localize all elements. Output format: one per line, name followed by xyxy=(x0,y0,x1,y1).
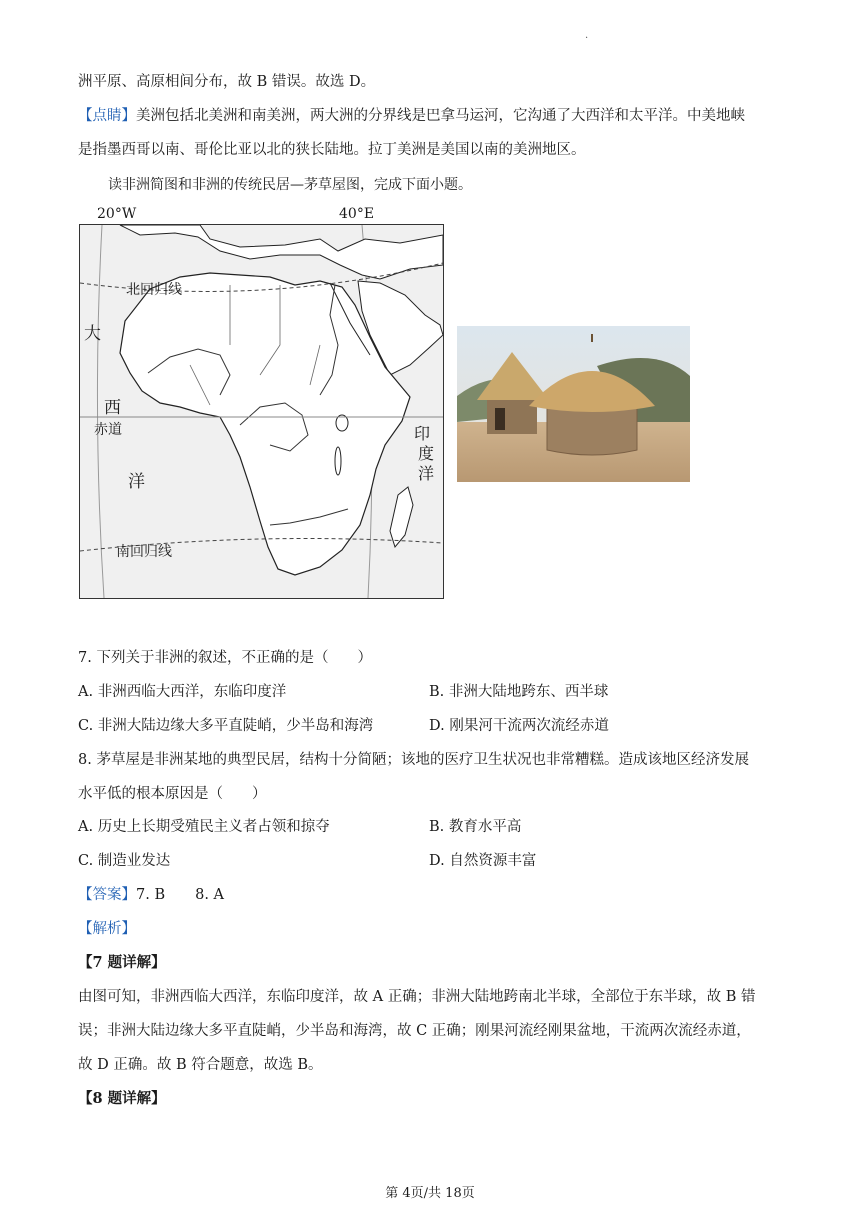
header-dot: . xyxy=(585,30,589,41)
paragraph-1: 洲平原、高原相间分布，故 B 错误。故选 D。 xyxy=(78,74,376,90)
q7-option-d: D. 刚果河干流两次流经赤道 xyxy=(429,718,609,734)
analysis-tag: 【解析】 xyxy=(78,921,136,937)
q7-option-b: B. 非洲大陆地跨东、西半球 xyxy=(429,684,609,700)
atlantic-char-3: 洋 xyxy=(128,472,145,492)
dianjing-tag: 【点睛】 xyxy=(78,108,136,124)
q8-option-c: C. 制造业发达 xyxy=(78,853,171,869)
answer-8: 8. A xyxy=(195,887,225,903)
equator-label: 赤道 xyxy=(94,422,122,438)
answer-line xyxy=(78,885,224,905)
tropic-north-label: 北回归线 xyxy=(126,282,182,298)
detail-8-title: 【8 题详解】 xyxy=(78,1090,166,1107)
intro-text: 读非洲简图和非洲的传统民居—茅草屋图，完成下面小题。 xyxy=(108,177,472,193)
detail-7-line-1: 由图可知，非洲西临大西洋，东临印度洋，故 A 正确；非洲大陆地跨南北半球，全部位于东半球，故 B 错 xyxy=(78,989,756,1005)
indian-char-1: 印 xyxy=(414,424,431,443)
paragraph-dianjing xyxy=(78,106,745,126)
q8-stem-line-1: 8. 茅草屋是非洲某地的典型民居，结构十分简陋；该地的医疗卫生状况也非常糟糕。造成该地区经济发展 xyxy=(78,752,749,768)
q8-option-a: A. 历史上长期受殖民主义者占领和掠夺 xyxy=(78,819,330,835)
q8-option-b: B. 教育水平高 xyxy=(429,819,522,835)
lon-40e: 40°E xyxy=(339,206,375,222)
lon-20w: 20°W xyxy=(97,206,137,222)
detail-7-title: 【7 题详解】 xyxy=(78,954,166,971)
detail-7-line-2: 误；非洲大陆边缘大多平直陡峭，少半岛和海湾，故 C 正确；刚果河流经刚果盆地，干流两次流经赤道， xyxy=(78,1023,751,1039)
q7-option-a: A. 非洲西临大西洋，东临印度洋 xyxy=(78,684,287,700)
page-footer: 第 4页/共 18页 xyxy=(385,1186,475,1201)
answer-7: 7. B xyxy=(136,887,166,903)
answer-tag: 【答案】 xyxy=(78,887,136,903)
atlantic-char-1: 大 xyxy=(84,324,101,344)
atlantic-char-2: 西 xyxy=(104,398,121,418)
q8-stem-line-2: 水平低的根本原因是（ ） xyxy=(78,786,267,802)
q7-stem: 7. 下列关于非洲的叙述，不正确的是（ ） xyxy=(78,650,372,666)
africa-map xyxy=(79,224,444,599)
dianjing-text: 美洲包括北美洲和南美洲，两大洲的分界线是巴拿马运河，它沟通了大西洋和太平洋。中美地峡 xyxy=(136,108,745,124)
detail-7-line-3: 故 D 正确。故 B 符合题意，故选 B。 xyxy=(78,1057,323,1073)
q8-option-d: D. 自然资源丰富 xyxy=(429,853,537,869)
indian-char-3: 洋 xyxy=(418,464,435,483)
paragraph-3: 是指墨西哥以南、哥伦比亚以北的狭长陆地。拉丁美洲是美国以南的美洲地区。 xyxy=(78,142,586,158)
tropic-south-label: 南回归线 xyxy=(116,544,172,560)
indian-char-2: 度 xyxy=(418,444,435,463)
q7-option-c: C. 非洲大陆边缘大多平直陡峭，少半岛和海湾 xyxy=(78,718,374,734)
thatched-hut-photo xyxy=(457,326,690,482)
